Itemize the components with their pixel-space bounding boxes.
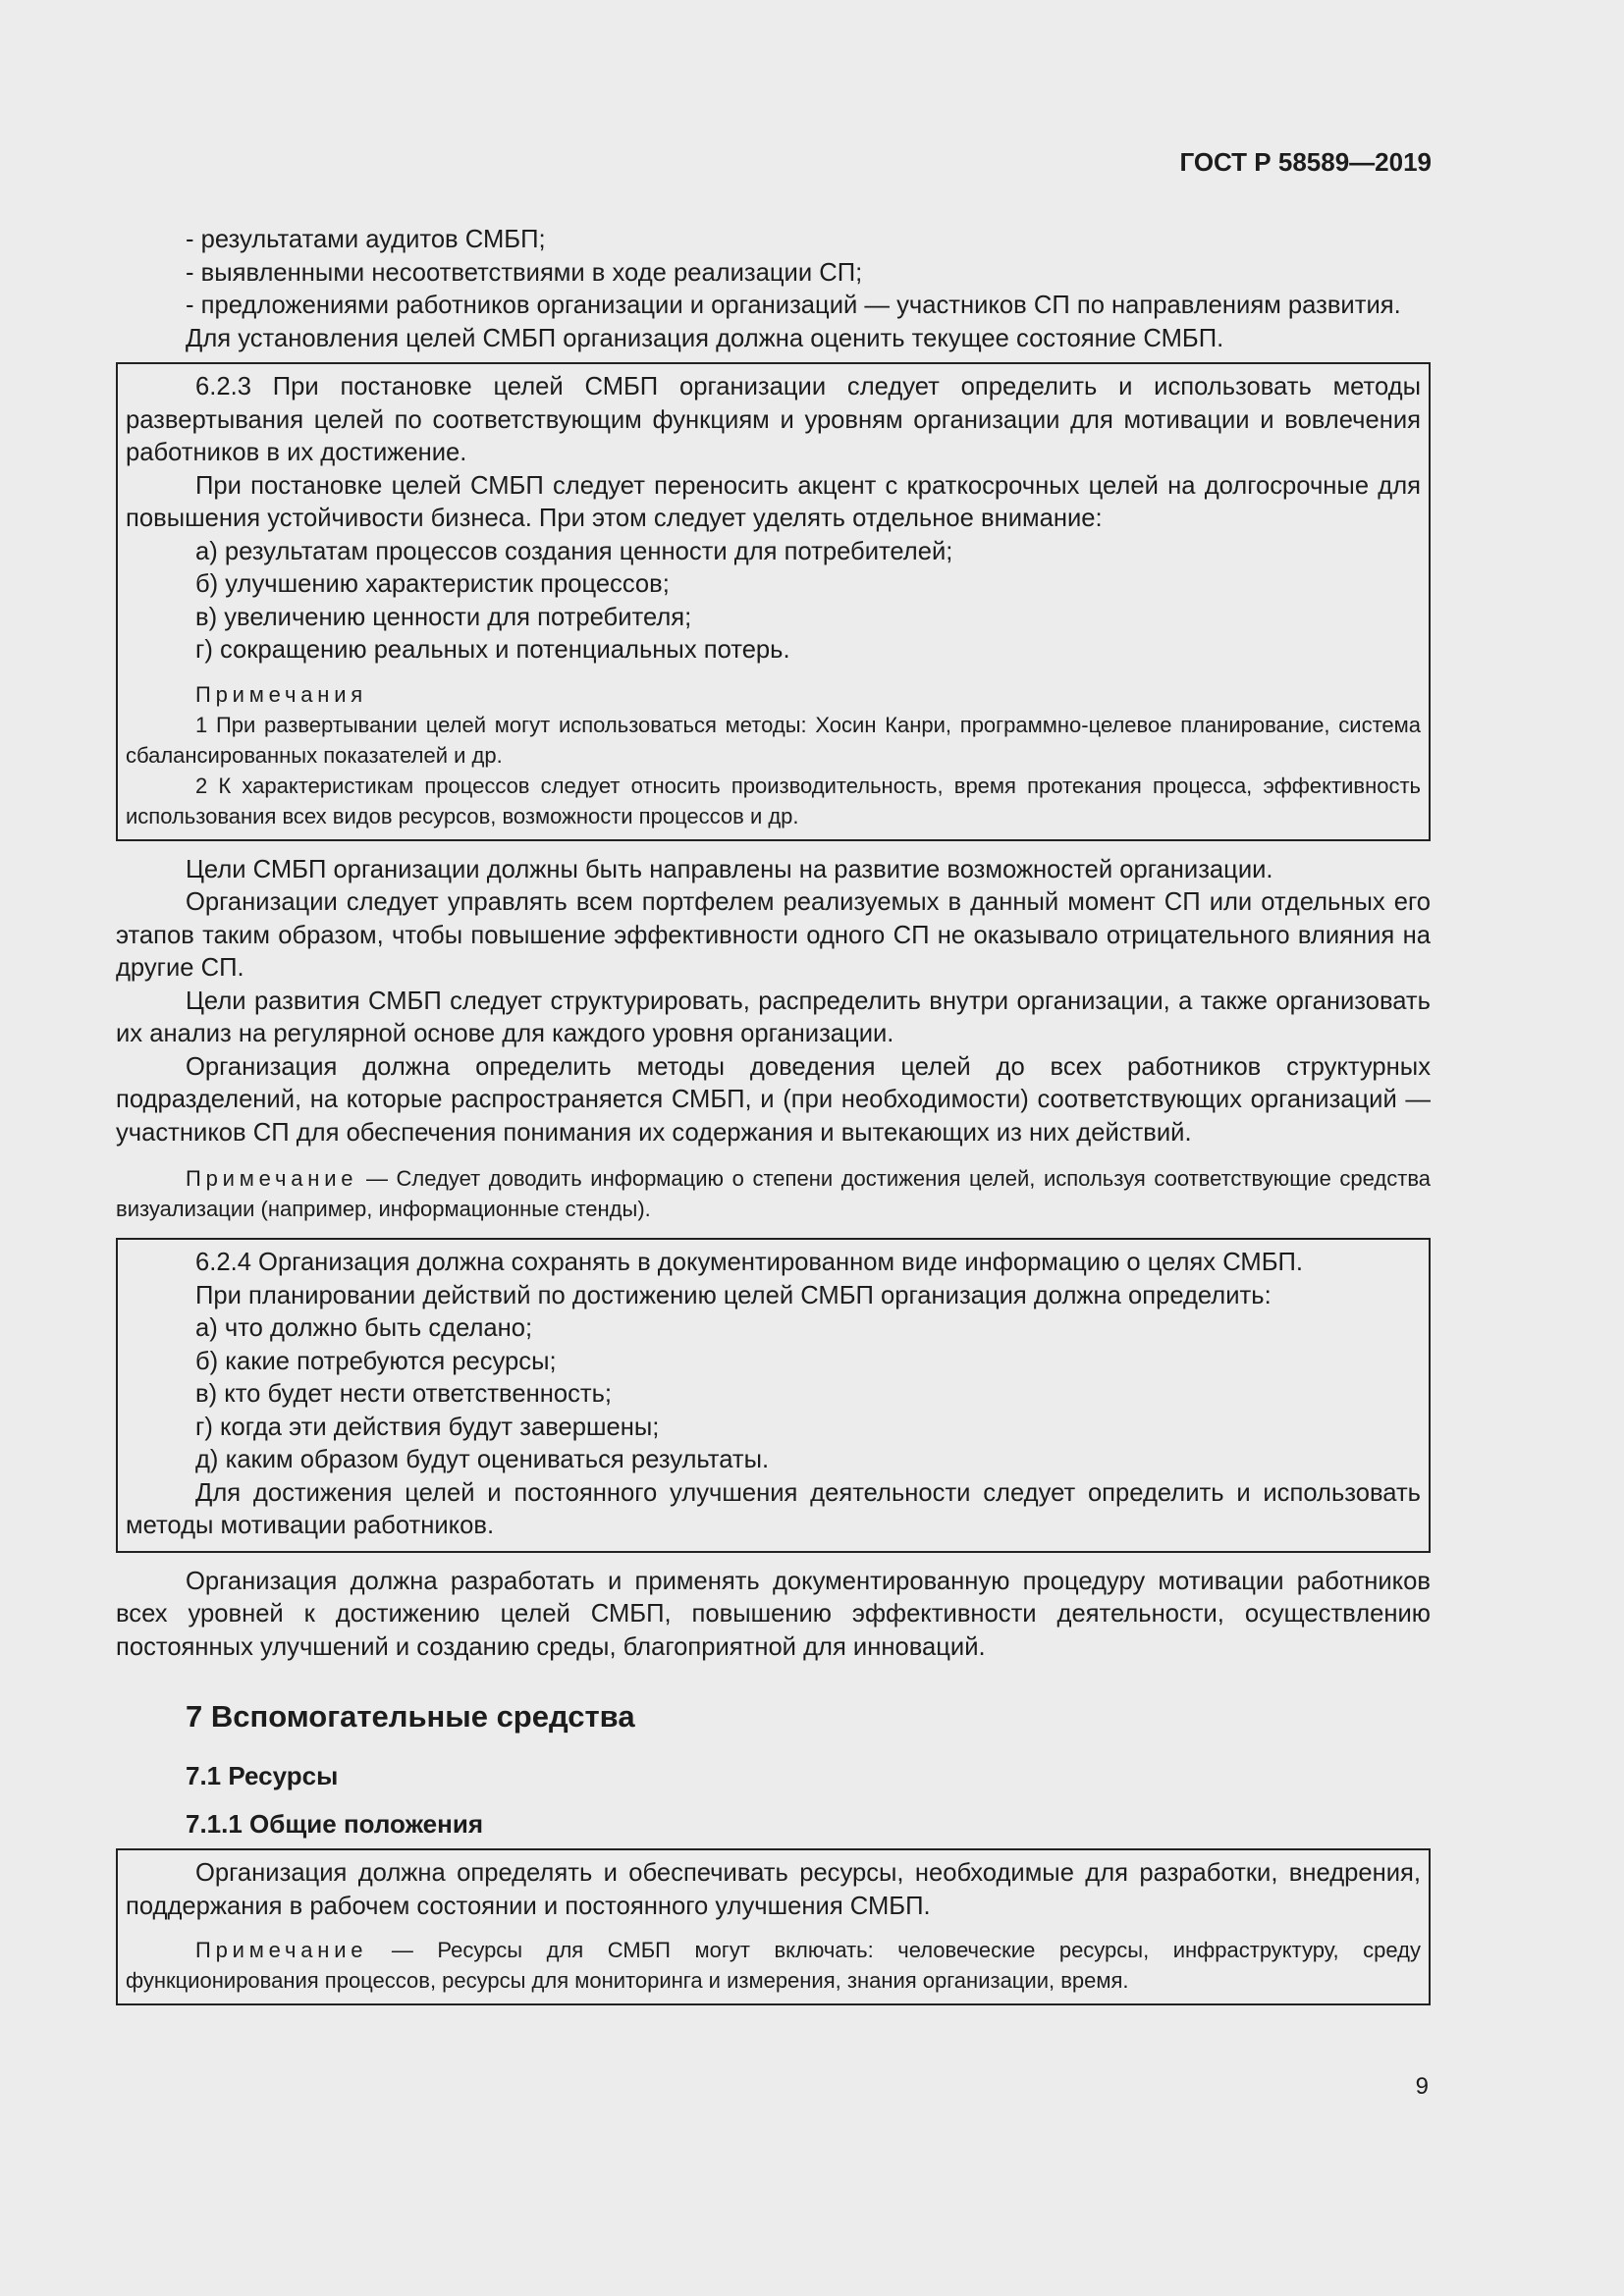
intro-paragraph: Для установления целей СМБП организация должна оценить текущее состояние СМБП. — [186, 324, 1224, 352]
clause-7-1-1-text: Организация должна определять и обеспечивать ресурсы, необходимые для разработки, внедрения, поддержания в рабочем состоянии и постоянного улучшения СМБП. — [126, 1859, 1421, 1920]
notes-label: Примечания — [195, 681, 368, 707]
clause-6-2-4-paragraph-2: При планировании действий по достижению целей СМБП организация должна определить: — [195, 1281, 1272, 1309]
clause-7-1-1-box — [116, 1848, 1431, 2005]
intro-item-3: - предложениями работников организации и организаций — участников СП по направлениям развития. — [186, 292, 1401, 319]
resources-note-label: Примечание — [195, 1938, 368, 1962]
list-item-g: г) сокращению реальных и потенциальных потерь. — [195, 636, 790, 664]
doc-header-code: ГОСТ Р 58589—2019 — [1179, 147, 1432, 177]
page-number: 9 — [1415, 2073, 1429, 2100]
intro-item-2: - выявленными несоответствиями в ходе реализации СП; — [186, 258, 863, 287]
list-item-b: б) улучшению характеристик процессов; — [195, 570, 670, 598]
mid-paragraph-4: Организация должна определить методы доведения целей до всех работников структурных подразделений, на которые распространяется СМБП, и (при необходимости) соответствующих организаций — участников СП для обеспечения понимания их содержания и вытекающих из них действий. — [116, 1052, 1431, 1147]
clause-6-2-4-box — [116, 1238, 1431, 1553]
clause-6-2-4-text: 6.2.4 Организация должна сохранять в документированном виде информацию о целях СМБП. — [195, 1249, 1304, 1276]
note-2: 2 К характеристикам процессов следует относить производительность, время протекания процесса, эффективность использования всех видов ресурсов, возможности процессов и др. — [126, 773, 1421, 828]
note-1: 1 При развертывании целей могут использоваться методы: Хосин Канри, программно-целевое планирование, система сбалансированных показателей и др. — [126, 712, 1421, 768]
mid-paragraph-1: Цели СМБП организации должны быть направлены на развитие возможностей организации. — [186, 855, 1273, 883]
intro-item-1: - результатами аудитов СМБП; — [186, 226, 546, 253]
page-content — [116, 224, 1431, 2018]
plan-item-g: г) когда эти действия будут завершены; — [195, 1413, 660, 1441]
plan-item-d: д) каким образом будут оцениваться результаты. — [195, 1446, 770, 1473]
clause-6-2-3-text: 6.2.3 При постановке целей СМБП организации следует определить и использовать методы развертывания целей по соответствующим функциям и уровням организации для мотивации и вовлечения работников в их достижение. — [126, 373, 1421, 466]
after-box-paragraph: Организация должна разработать и применять документированную процедуру мотивации работников всех уровней к достижению целей СМБП, повышению эффективности деятельности, осуществлению постоянных улучшений и созданию среды, благоприятной для инноваций. — [116, 1567, 1431, 1661]
mid-note-label: Примечание — [186, 1166, 358, 1191]
mid-paragraph-3: Цели развития СМБП следует структурировать, распределить внутри организации, а также организовать их анализ на регулярной основе для каждого уровня организации. — [116, 987, 1431, 1047]
resources-note — [126, 1935, 1421, 1996]
section-7-1-heading: 7.1 Ресурсы — [186, 1761, 339, 1790]
resources-note-text: — Ресурсы для СМБП могут включать: человеческие ресурсы, инфраструктуру, среду функционирования процессов, ресурсы для мониторинга и измерения, знания организации, время. — [126, 1938, 1421, 1993]
list-item-a: а) результатам процессов создания ценности для потребителей; — [195, 537, 953, 565]
notes-block — [126, 679, 1421, 831]
plan-item-v: в) кто будет нести ответственность; — [195, 1380, 613, 1408]
section-7-heading: 7 Вспомогательные средства — [186, 1699, 635, 1734]
mid-note-text: — Следует доводить информацию о степени достижения целей, используя соответствующие средства визуализации (например, информационные стенды). — [116, 1166, 1431, 1221]
clause-6-2-4-paragraph-3: Для достижения целей и постоянного улучшения деятельности следует определить и использовать методы мотивации работников. — [126, 1478, 1421, 1539]
mid-paragraph-2: Организации следует управлять всем портфелем реализуемых в данный момент СП или отдельных его этапов таким образом, чтобы повышение эффективности одного СП не оказывало отрицательного влияния на другие СП. — [116, 888, 1431, 982]
section-7-1-1-heading: 7.1.1 Общие положения — [186, 1809, 483, 1839]
mid-note — [116, 1163, 1431, 1224]
plan-item-b: б) какие потребуются ресурсы; — [195, 1347, 557, 1375]
clause-6-2-3-paragraph-2: При постановке целей СМБП следует переносить акцент с краткосрочных целей на долгосрочные для повышения устойчивости бизнеса. При этом следует уделять отдельное внимание: — [126, 471, 1421, 532]
plan-item-a: а) что должно быть сделано; — [195, 1314, 533, 1342]
clause-6-2-3-box — [116, 362, 1431, 841]
list-item-v: в) увеличению ценности для потребителя; — [195, 603, 692, 631]
